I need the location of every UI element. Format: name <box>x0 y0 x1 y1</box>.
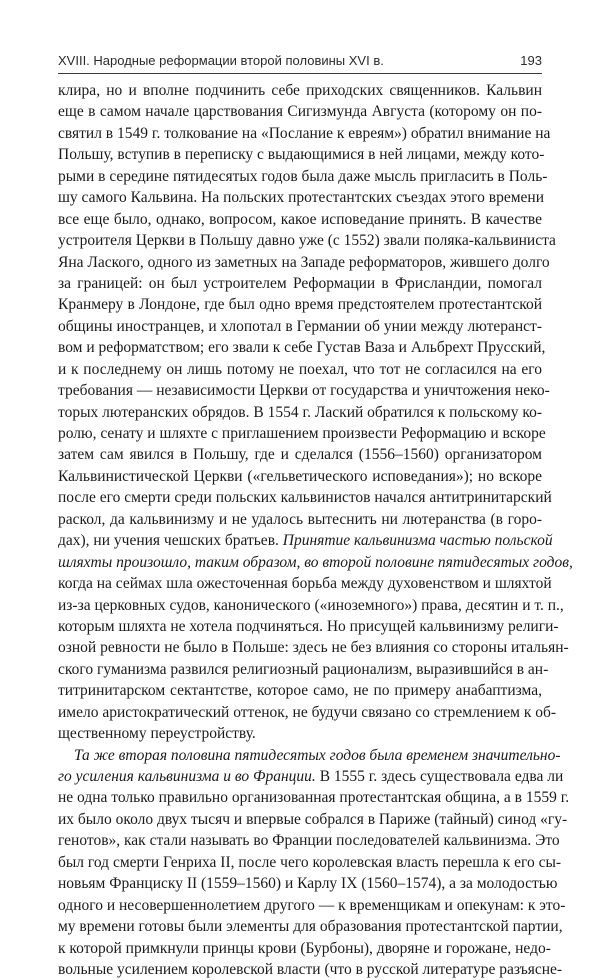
text-line <box>58 659 549 680</box>
text-line <box>58 809 568 830</box>
text-line <box>58 80 542 101</box>
text-run: Польшу, вступив в переписку с выдающимися в ней лицами, между кото- <box>58 146 545 164</box>
text-line <box>58 359 542 380</box>
italic-run: Та же вторая половина пятидесятых годов была временем значительно- <box>74 746 561 764</box>
text-run: был год смерти Генриха II, после чего королевская власть перешла к его сы- <box>58 853 562 871</box>
text-run: озной ревности не было в Польше: здесь не без влияния со стороны итальян- <box>58 639 569 657</box>
text-run: и к последнему он лишь потому не поехал, что тот не согласился на его <box>58 360 542 378</box>
italic-run: го усиления кальвинизма и во Франции. <box>58 768 316 785</box>
text-run: к которой примкнули принцы крови (Бурбоны), дворяне и горожане, недо- <box>58 939 551 957</box>
text-line <box>58 873 558 894</box>
text-run: раскол, да кальвинизму и не удалось вытеснить ни лютеранства (в горо- <box>58 510 542 528</box>
text-line <box>58 294 542 315</box>
text-run: торых лютеранских обрядов. В 1554 г. Лаский обратился к польскому ко- <box>58 403 542 421</box>
text-run: Кальвинистической Церкви («гельветического исповедания»); но вскоре <box>58 467 542 485</box>
running-header <box>58 50 542 72</box>
text-line <box>58 830 560 851</box>
text-line <box>58 552 573 573</box>
text-line <box>58 766 564 787</box>
header-rule <box>58 73 542 74</box>
text-run: щественному переустройству. <box>58 725 256 743</box>
text-line <box>58 637 569 658</box>
text-run: генотов», как стали называть во Франции последователей кальвинизма. Это <box>58 832 560 850</box>
text-line <box>58 573 552 594</box>
text-line <box>58 702 557 723</box>
text-run: не одна только правильно организованная протестантская община, а в 1559 г. <box>58 789 570 807</box>
text-line <box>58 616 559 637</box>
text-run: имело аристократический оттенок, не будучи связано со стремлением к об- <box>58 703 557 721</box>
text-line <box>58 852 562 873</box>
text-line <box>58 209 542 230</box>
text-run: новьям Франциску II (1559–1560) и Карлу IX (1560–1574), а за молодостью <box>58 875 558 893</box>
text-run: ского гуманизма развился религиозный рационализм, выразившийся в ан- <box>58 660 549 678</box>
text-line <box>58 680 542 701</box>
text-run: из-за церковных судов, канонического («иноземного») права, десятин и т. п., <box>58 596 564 614</box>
text-run: одного и несовершеннолетием другого — к временщикам и опекунам: к это- <box>58 896 566 914</box>
text-line <box>58 444 542 465</box>
text-run: клира, но и вполне подчинить себе приходских священников. Кальвин <box>58 82 542 99</box>
text-line <box>58 166 548 187</box>
text-run: которым шляхта не хотела подчиняться. Но присущей кальвинизму религи- <box>58 617 559 635</box>
text-run: вольные усилением королевской власти (что в русской литературе разъясне- <box>58 960 563 978</box>
text-run: ролю, сенату и шляхте с приглашением произвести Реформацию и вскоре <box>58 425 546 442</box>
italic-run: Принятие кальвинизма частью польской <box>282 532 553 550</box>
text-line <box>58 252 550 273</box>
text-line <box>58 380 550 401</box>
text-line <box>58 745 561 766</box>
text-line <box>58 916 563 937</box>
text-line <box>58 723 542 744</box>
italic-run: шляхты произошло, таким образом, во второй половине пятидесятых годов, <box>58 553 573 571</box>
text-run: устроителя Церкви в Польшу давно уже (с 1552) звали поляка-кальвиниста <box>58 232 556 250</box>
text-line <box>58 959 563 980</box>
text-run: все еще было, однако, вопросом, какое исповедание принять. В качестве <box>58 210 542 228</box>
text-line <box>58 509 542 530</box>
text-run: затем сам явился в Польшу, где и сделался (1556–1560) организатором <box>58 446 542 464</box>
text-run: святил в 1549 г. толкование на «Послание к евреям») обратил внимание на <box>58 124 551 142</box>
text-line <box>58 787 570 808</box>
text-line <box>58 273 542 294</box>
text-line <box>58 144 545 165</box>
text-run: му времени готовы были элементы для образования протестантской партии, <box>58 918 563 936</box>
text-line <box>58 230 556 251</box>
text-run: за границей: он был устроителем Реформации в Фрисландии, помогал <box>58 274 542 292</box>
text-line <box>58 337 546 358</box>
text-run: В 1555 г. здесь существовала едва ли <box>315 768 564 785</box>
text-run: еще в самом начале царствования Сигизмунда Августа (которому он по- <box>58 103 542 121</box>
text-run: дах), ни учения чешских братьев. <box>58 532 283 550</box>
text-run: их было около двух тысяч и впервые собрался в Париже (тайный) синод «гу- <box>58 810 568 828</box>
text-run: когда на сеймах шла ожесточенная борьба между духовенством и шляхтой <box>58 575 552 593</box>
text-line <box>58 530 553 551</box>
text-run: требования — независимости Церкви от государства и уничтожения неко- <box>58 382 550 400</box>
text-line <box>58 101 542 122</box>
text-run: Кранмеру в Лондоне, где был одно время предстоятелем протестантской <box>58 296 542 314</box>
text-run: вом и реформатством; его звали к себе Густав Ваза и Альбрехт Прусский, <box>58 339 546 357</box>
text-line <box>58 595 564 616</box>
text-run: общины иностранцев, и хлопотал в Германии об унии между лютеранст- <box>58 317 542 335</box>
text-run: Яна Лаского, одного из заметных на Западе реформаторов, жившего долго <box>58 253 550 271</box>
text-line <box>58 402 542 423</box>
page-number: 193 <box>520 53 542 68</box>
text-line <box>58 187 545 208</box>
text-run: рыми в середине пятидесятых годов была даже мысль пригласить в Поль- <box>58 167 548 185</box>
chapter-title: XVIII. Народные реформации второй половины XVI в. <box>58 53 384 68</box>
text-line <box>58 316 542 337</box>
text-line <box>58 123 551 144</box>
text-line <box>58 938 551 959</box>
text-run: шу самого Кальвина. На польских протестантских съездах этого времени <box>58 189 545 207</box>
text-line <box>58 487 552 508</box>
text-line <box>58 466 542 487</box>
text-line <box>58 423 546 444</box>
text-line <box>58 895 566 916</box>
text-run: после его смерти среди польских кальвинистов начался антитринитарский <box>58 489 552 507</box>
body-text <box>58 80 573 980</box>
text-run: титринитарском сектантстве, которое само, не по примеру анабаптизма, <box>58 682 542 700</box>
